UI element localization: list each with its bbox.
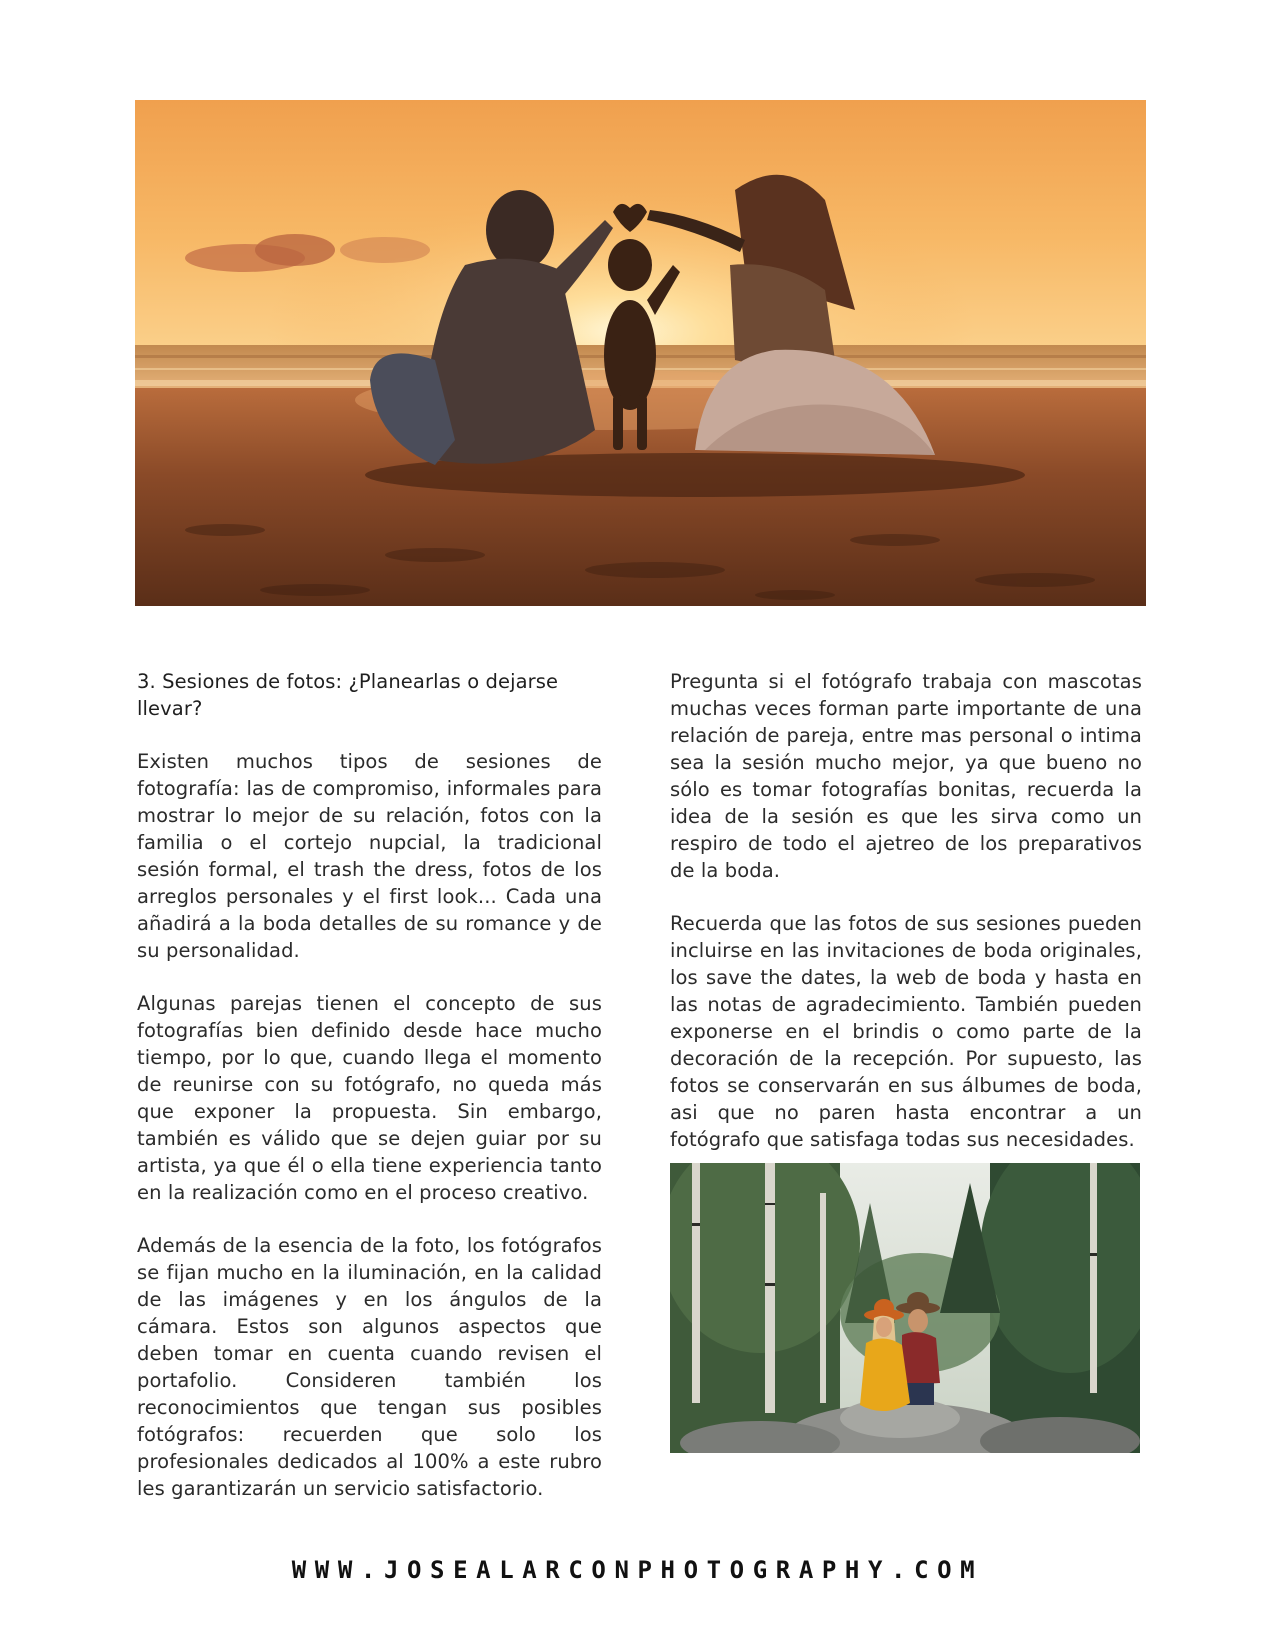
forest-photo xyxy=(670,1163,1140,1453)
hero-photo xyxy=(135,100,1146,606)
paragraph: Existen muchos tipos de sesiones de fotografía: las de compromiso, informales para mostrar lo mejor de su relación, fotos con la familia o el cortejo nupcial, la tradicional sesión formal, el trash the dress, fotos de los arreglos personales y el first look... Cada una añadirá a la boda detalles de su romance y de su personalidad. xyxy=(137,750,602,962)
paragraph: Además de la esencia de la foto, los fotógrafos se fijan mucho en la iluminación, en la calidad de las imágenes y en los ángulos de la cámara. Estos son algunos aspectos que deben tomar en cuenta cuando revisen el portafolio. Consideren también los reconocimientos que tengan sus posibles fotógrafos: recuerden que solo los profesionales dedicados al 100% a este rubro les garantizarán un servicio satisfactorio. xyxy=(137,1234,602,1500)
left-text-column xyxy=(137,668,602,1528)
right-text-column xyxy=(670,668,1142,1179)
paragraph: Pregunta si el fotógrafo trabaja con mascotas muchas veces forman parte importante de una relación de pareja, entre mas personal o intima sea la sesión mucho mejor, ya que bueno no sólo es tomar fotografías bonitas, recuerda la idea de la sesión es que les sirva como un respiro de todo el ajetreo de los preparativos de la boda. xyxy=(670,670,1142,882)
footer-website-url[interactable]: WWW.JOSEALARCONPHOTOGRAPHY.COM xyxy=(291,1556,984,1584)
forest-couple-on-rock-photo-icon xyxy=(670,1163,1140,1453)
sunset-beach-couple-dog-photo-icon xyxy=(135,100,1146,606)
section-heading: 3. Sesiones de fotos: ¿Planearlas o dejarse llevar? xyxy=(137,670,559,720)
paragraph: Recuerda que las fotos de sus sesiones pueden incluirse en las invitaciones de boda originales, los save the dates, la web de boda y hasta en las notas de agradecimiento. También pueden exponerse en el brindis o como parte de la decoración de la recepción. Por supuesto, las fotos se conservarán en sus álbumes de boda, asi que no paren hasta encontrar a un fotógrafo que satisfaga todas sus necesidades. xyxy=(670,912,1142,1151)
paragraph: Algunas parejas tienen el concepto de sus fotografías bien definido desde hace mucho tiempo, por lo que, cuando llega el momento de reunirse con su fotógrafo, no queda más que exponer la propuesta. Sin embargo, también es válido que se dejen guiar por su artista, ya que él o ella tiene experiencia tanto en la realización como en el proceso creativo. xyxy=(137,992,602,1204)
